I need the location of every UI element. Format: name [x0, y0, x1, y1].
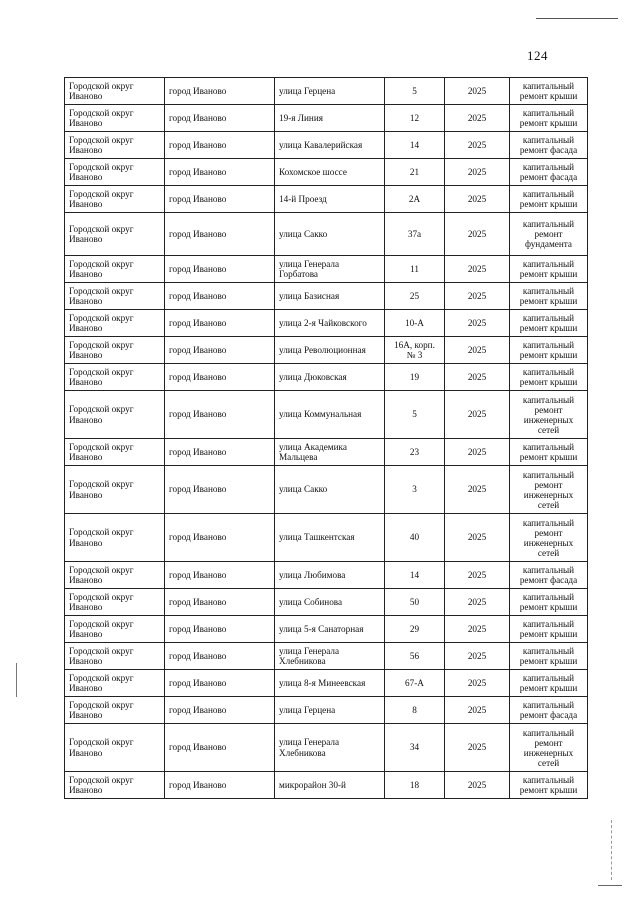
cell-work: капитальный ремонт инженерных сетей — [510, 466, 588, 514]
table-row — [65, 466, 588, 514]
cell-house: 5 — [385, 78, 445, 105]
cell-work: капитальный ремонт крыши — [510, 256, 588, 283]
cell-year: 2025 — [445, 159, 510, 186]
cell-street: улица Генерала Хлебникова — [275, 724, 385, 772]
cell-district: Городской округ Иваново — [65, 159, 165, 186]
table-row — [65, 670, 588, 697]
cell-district: Городской округ Иваново — [65, 256, 165, 283]
cell-work: капитальный ремонт крыши — [510, 643, 588, 670]
cell-house: 8 — [385, 697, 445, 724]
cell-street: улица Дюковская — [275, 364, 385, 391]
cell-year: 2025 — [445, 310, 510, 337]
cell-street: улица Ташкентская — [275, 514, 385, 562]
cell-city: город Иваново — [165, 256, 275, 283]
cell-year: 2025 — [445, 283, 510, 310]
table-row — [65, 78, 588, 105]
cell-work: капитальный ремонт инженерных сетей — [510, 514, 588, 562]
cell-year: 2025 — [445, 589, 510, 616]
cell-street: улица Кавалерийская — [275, 132, 385, 159]
table-body — [65, 78, 588, 799]
cell-house: 16А, корп. № 3 — [385, 337, 445, 364]
cell-work: капитальный ремонт крыши — [510, 283, 588, 310]
table-row — [65, 283, 588, 310]
cell-work: капитальный ремонт крыши — [510, 78, 588, 105]
cell-district: Городской округ Иваново — [65, 132, 165, 159]
table-row — [65, 310, 588, 337]
cell-city: город Иваново — [165, 213, 275, 256]
cell-street: 19-я Линия — [275, 105, 385, 132]
cell-year: 2025 — [445, 78, 510, 105]
cell-house: 50 — [385, 589, 445, 616]
cell-street: улица 2-я Чайковского — [275, 310, 385, 337]
table-row — [65, 364, 588, 391]
scan-artifact-left — [16, 663, 17, 697]
cell-district: Городской округ Иваново — [65, 643, 165, 670]
cell-work: капитальный ремонт крыши — [510, 772, 588, 799]
cell-city: город Иваново — [165, 78, 275, 105]
cell-street: улица Герцена — [275, 78, 385, 105]
cell-year: 2025 — [445, 337, 510, 364]
cell-street: улица Любимова — [275, 562, 385, 589]
table-row — [65, 514, 588, 562]
cell-street: улица Революционная — [275, 337, 385, 364]
table-row — [65, 256, 588, 283]
cell-year: 2025 — [445, 670, 510, 697]
cell-year: 2025 — [445, 186, 510, 213]
cell-street: улица Сакко — [275, 213, 385, 256]
cell-street: улица Академика Мальцева — [275, 439, 385, 466]
cell-house: 21 — [385, 159, 445, 186]
cell-house: 23 — [385, 439, 445, 466]
cell-house: 29 — [385, 616, 445, 643]
cell-city: город Иваново — [165, 105, 275, 132]
cell-work: капитальный ремонт фасада — [510, 132, 588, 159]
cell-year: 2025 — [445, 256, 510, 283]
cell-city: город Иваново — [165, 283, 275, 310]
cell-city: город Иваново — [165, 514, 275, 562]
scan-artifact-right — [611, 820, 612, 880]
cell-work: капитальный ремонт фасада — [510, 159, 588, 186]
cell-street: Кохомское шоссе — [275, 159, 385, 186]
cell-district: Городской округ Иваново — [65, 310, 165, 337]
table-row — [65, 132, 588, 159]
table-row — [65, 186, 588, 213]
cell-city: город Иваново — [165, 186, 275, 213]
cell-city: город Иваново — [165, 724, 275, 772]
cell-district: Городской округ Иваново — [65, 337, 165, 364]
table-row — [65, 159, 588, 186]
cell-year: 2025 — [445, 697, 510, 724]
cell-year: 2025 — [445, 364, 510, 391]
cell-street: улица Генерала Хлебникова — [275, 643, 385, 670]
cell-house: 18 — [385, 772, 445, 799]
cell-district: Городской округ Иваново — [65, 364, 165, 391]
cell-street: улица 8-я Минеевская — [275, 670, 385, 697]
cell-city: город Иваново — [165, 364, 275, 391]
scan-line-top — [536, 18, 618, 19]
cell-year: 2025 — [445, 514, 510, 562]
cell-house: 3 — [385, 466, 445, 514]
cell-district: Городской округ Иваново — [65, 283, 165, 310]
cell-house: 40 — [385, 514, 445, 562]
cell-house: 14 — [385, 562, 445, 589]
cell-house: 12 — [385, 105, 445, 132]
cell-year: 2025 — [445, 105, 510, 132]
table-row — [65, 439, 588, 466]
cell-city: город Иваново — [165, 589, 275, 616]
cell-work: капитальный ремонт крыши — [510, 364, 588, 391]
cell-city: город Иваново — [165, 159, 275, 186]
cell-house: 25 — [385, 283, 445, 310]
cell-district: Городской округ Иваново — [65, 78, 165, 105]
cell-house: 37а — [385, 213, 445, 256]
cell-house: 19 — [385, 364, 445, 391]
cell-district: Городской округ Иваново — [65, 589, 165, 616]
cell-year: 2025 — [445, 724, 510, 772]
cell-city: город Иваново — [165, 391, 275, 439]
cell-house: 2А — [385, 186, 445, 213]
cell-year: 2025 — [445, 643, 510, 670]
scan-artifact-bottom — [598, 885, 622, 886]
cell-district: Городской округ Иваново — [65, 724, 165, 772]
cell-house: 11 — [385, 256, 445, 283]
cell-year: 2025 — [445, 616, 510, 643]
cell-district: Городской округ Иваново — [65, 466, 165, 514]
cell-work: капитальный ремонт фасада — [510, 697, 588, 724]
table-row — [65, 616, 588, 643]
cell-house: 56 — [385, 643, 445, 670]
cell-city: город Иваново — [165, 132, 275, 159]
cell-house: 34 — [385, 724, 445, 772]
page-number: 124 — [527, 48, 548, 63]
cell-street: улица 5-я Санаторная — [275, 616, 385, 643]
table-row — [65, 589, 588, 616]
cell-work: капитальный ремонт крыши — [510, 186, 588, 213]
cell-district: Городской округ Иваново — [65, 514, 165, 562]
cell-district: Городской округ Иваново — [65, 439, 165, 466]
cell-city: город Иваново — [165, 562, 275, 589]
table-row — [65, 391, 588, 439]
cell-work: капитальный ремонт крыши — [510, 616, 588, 643]
cell-street: микрорайон 30-й — [275, 772, 385, 799]
cell-street: улица Герцена — [275, 697, 385, 724]
cell-work: капитальный ремонт крыши — [510, 439, 588, 466]
table-row — [65, 105, 588, 132]
cell-work: капитальный ремонт крыши — [510, 589, 588, 616]
cell-district: Городской округ Иваново — [65, 391, 165, 439]
cell-work: капитальный ремонт инженерных сетей — [510, 391, 588, 439]
table-row — [65, 562, 588, 589]
cell-work: капитальный ремонт крыши — [510, 670, 588, 697]
cell-district: Городской округ Иваново — [65, 772, 165, 799]
cell-district: Городской округ Иваново — [65, 213, 165, 256]
cell-city: город Иваново — [165, 670, 275, 697]
cell-year: 2025 — [445, 132, 510, 159]
cell-house: 67-А — [385, 670, 445, 697]
cell-street: улица Базисная — [275, 283, 385, 310]
cell-year: 2025 — [445, 466, 510, 514]
cell-district: Городской округ Иваново — [65, 105, 165, 132]
cell-year: 2025 — [445, 213, 510, 256]
repair-schedule-table — [64, 77, 588, 799]
cell-district: Городской округ Иваново — [65, 697, 165, 724]
cell-city: город Иваново — [165, 337, 275, 364]
cell-district: Городской округ Иваново — [65, 186, 165, 213]
cell-city: город Иваново — [165, 697, 275, 724]
cell-work: капитальный ремонт инженерных сетей — [510, 724, 588, 772]
cell-house: 5 — [385, 391, 445, 439]
cell-street: улица Собинова — [275, 589, 385, 616]
cell-year: 2025 — [445, 562, 510, 589]
cell-year: 2025 — [445, 391, 510, 439]
cell-year: 2025 — [445, 772, 510, 799]
cell-house: 10-А — [385, 310, 445, 337]
table-row — [65, 643, 588, 670]
cell-city: город Иваново — [165, 310, 275, 337]
cell-street: улица Коммунальная — [275, 391, 385, 439]
cell-work: капитальный ремонт фасада — [510, 562, 588, 589]
cell-city: город Иваново — [165, 466, 275, 514]
cell-city: город Иваново — [165, 643, 275, 670]
cell-work: капитальный ремонт крыши — [510, 310, 588, 337]
cell-district: Городской округ Иваново — [65, 562, 165, 589]
cell-work: капитальный ремонт крыши — [510, 337, 588, 364]
table-row — [65, 772, 588, 799]
cell-street: 14-й Проезд — [275, 186, 385, 213]
cell-city: город Иваново — [165, 439, 275, 466]
cell-district: Городской округ Иваново — [65, 670, 165, 697]
cell-city: город Иваново — [165, 772, 275, 799]
cell-city: город Иваново — [165, 616, 275, 643]
cell-work: капитальный ремонт крыши — [510, 105, 588, 132]
cell-street: улица Сакко — [275, 466, 385, 514]
cell-district: Городской округ Иваново — [65, 616, 165, 643]
table-row — [65, 724, 588, 772]
cell-work: капитальный ремонт фундамента — [510, 213, 588, 256]
table-row — [65, 213, 588, 256]
table-row — [65, 337, 588, 364]
cell-street: улица Генерала Горбатова — [275, 256, 385, 283]
cell-year: 2025 — [445, 439, 510, 466]
cell-house: 14 — [385, 132, 445, 159]
table-row — [65, 697, 588, 724]
